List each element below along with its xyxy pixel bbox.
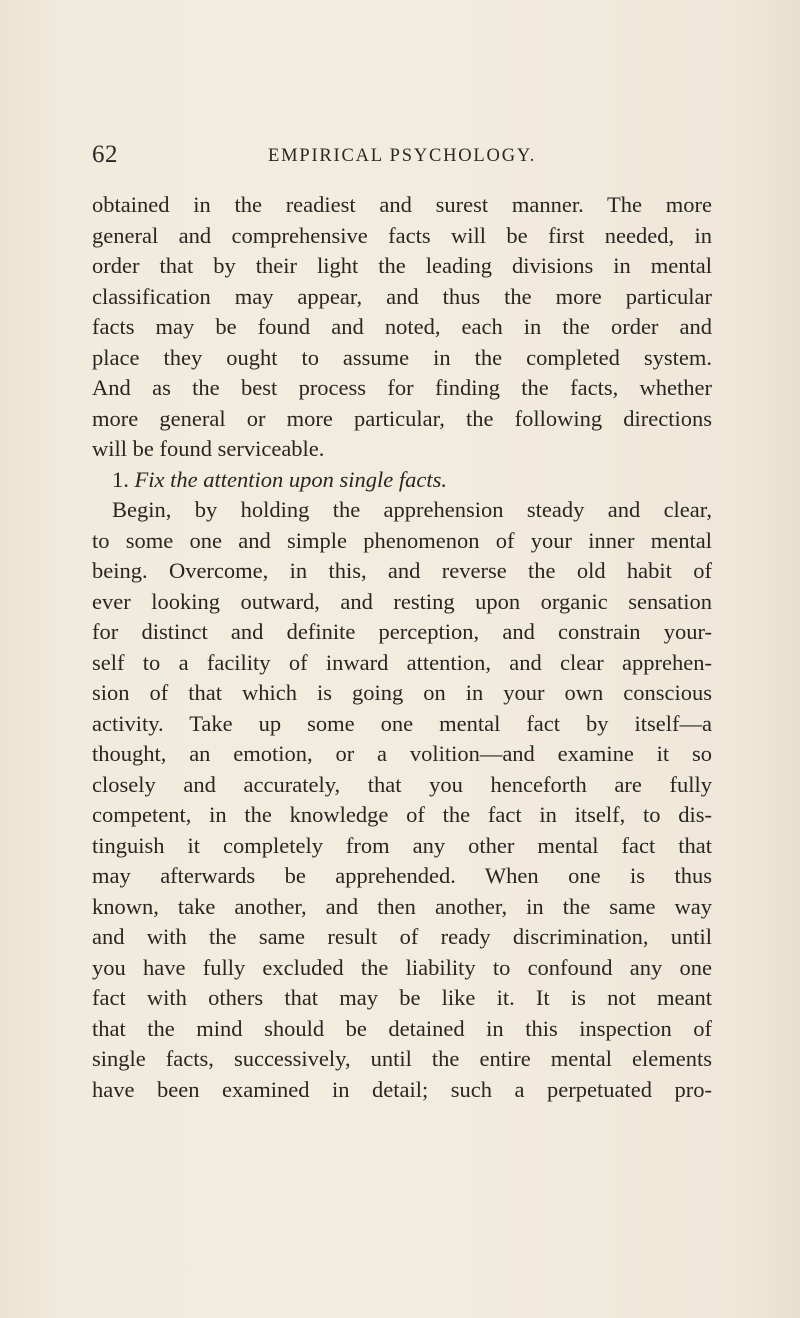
section-number: 1. bbox=[112, 466, 129, 492]
text-line: facts may be found and noted, each in the order and bbox=[92, 314, 712, 339]
text-line: activity. Take up some one mental fact by itself—a bbox=[92, 710, 712, 736]
text-line: and with the same result of ready discrimination, until bbox=[92, 924, 712, 949]
text-line: have been examined in detail; such a perpetuated pro- bbox=[92, 1076, 712, 1102]
text-line: you have fully excluded the liability to confound any one bbox=[92, 954, 712, 980]
text-line: ever looking outward, and resting upon organic sensation bbox=[92, 588, 712, 614]
text-line: competent, in the knowledge of the fact in itself, to dis- bbox=[92, 802, 712, 827]
page-number: 62 bbox=[92, 141, 118, 168]
text-line: fact with others that may be like it. It is not meant bbox=[92, 985, 712, 1010]
text-line: closely and accurately, that you henceforth are fully bbox=[92, 771, 712, 797]
body-text bbox=[92, 190, 712, 1105]
text-line: known, take another, and then another, in the same way bbox=[92, 893, 712, 919]
text-line: may afterwards be apprehended. When one is thus bbox=[92, 863, 712, 888]
text-line: thought, an emotion, or a volition—and examine it so bbox=[92, 741, 712, 766]
text-line: being. Overcome, in this, and reverse the old habit of bbox=[92, 558, 712, 583]
text-line: will be found serviceable. bbox=[92, 436, 325, 461]
text-line: And as the best process for finding the facts, whether bbox=[92, 375, 712, 400]
running-head: EMPIRICAL PSYCHOLOGY. bbox=[268, 146, 537, 166]
text-line: tinguish it completely from any other mental fact that bbox=[92, 832, 712, 858]
text-line: place they ought to assume in the completed system. bbox=[92, 344, 712, 370]
section-heading bbox=[92, 465, 712, 496]
text-line: obtained in the readiest and surest manner. The more bbox=[92, 192, 712, 217]
text-line: that the mind should be detained in this inspection of bbox=[92, 1015, 712, 1041]
text-line: self to a facility of inward attention, and clear apprehen- bbox=[92, 649, 712, 675]
text-line: more general or more particular, the following directions bbox=[92, 405, 712, 431]
text-line: single facts, successively, until the entire mental elements bbox=[92, 1046, 712, 1071]
text-line: Begin, by holding the apprehension steady and clear, bbox=[112, 497, 712, 522]
text-line: sion of that which is going on in your own conscious bbox=[92, 680, 712, 705]
text-line: classification may appear, and thus the more particular bbox=[92, 283, 712, 309]
page-header bbox=[92, 140, 692, 170]
text-line: for distinct and definite perception, and constrain your- bbox=[92, 619, 712, 644]
text-line: general and comprehensive facts will be first needed, in bbox=[92, 222, 712, 248]
section-title: Fix the attention upon single facts. bbox=[134, 466, 447, 492]
text-line: to some one and simple phenomenon of your inner mental bbox=[92, 527, 712, 553]
text-line: order that by their light the leading divisions in mental bbox=[92, 253, 712, 278]
